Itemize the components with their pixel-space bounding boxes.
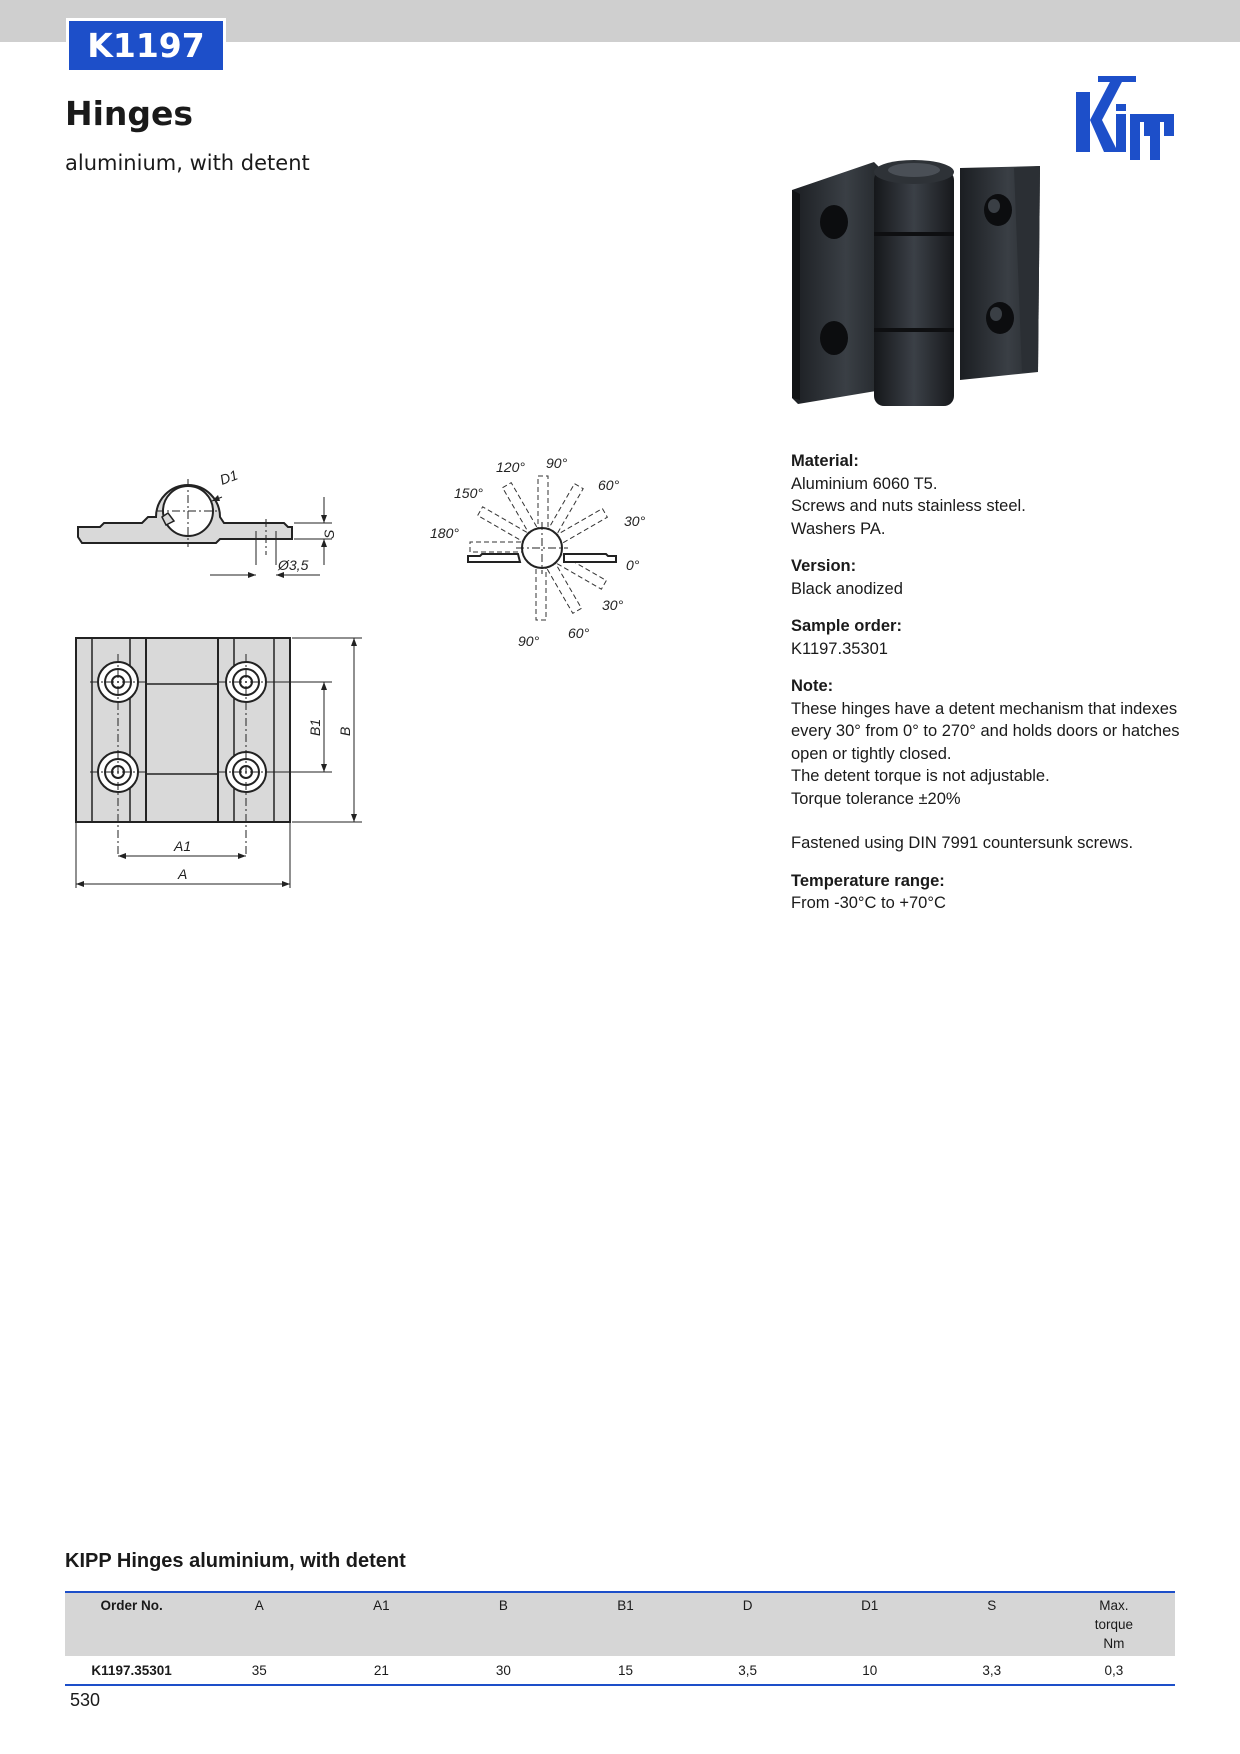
note-line: open or tightly closed. <box>791 744 952 763</box>
col-header: D <box>742 1598 753 1613</box>
kipp-logo <box>1072 74 1184 160</box>
col-header: D1 <box>861 1598 879 1613</box>
product-info <box>791 450 1191 930</box>
col-header: B <box>498 1598 508 1613</box>
cell-b: 30 <box>442 1656 564 1685</box>
cell-s: 3,3 <box>931 1656 1053 1685</box>
cell-d: 3,5 <box>687 1656 809 1685</box>
note-line: The detent torque is not adjustable. <box>791 767 1050 785</box>
version-text: Black anodized <box>791 579 903 598</box>
note-extra: Fastened using DIN 7991 countersunk screws. <box>791 834 1134 852</box>
note-line: These hinges have a detent mechanism that indexes <box>791 699 1178 718</box>
note-section <box>791 675 1191 855</box>
cell-a1: 21 <box>320 1656 442 1685</box>
material-section <box>791 450 1191 540</box>
note-heading: Note: <box>791 677 834 695</box>
label-angle-60-top: 60° <box>598 477 620 493</box>
label-angle-150: 150° <box>454 485 483 501</box>
sample-order-section <box>791 615 1191 660</box>
temperature-heading: Temperature range: <box>791 871 945 890</box>
side-view-drawing <box>70 455 360 590</box>
version-heading: Version: <box>791 557 857 575</box>
page-subtitle: aluminium, with detent <box>65 151 310 175</box>
col-header: A1 <box>373 1598 390 1613</box>
hinge-product-photo <box>782 160 1044 410</box>
col-header: B1 <box>617 1598 634 1613</box>
sample-order-text: K1197.35301 <box>791 639 888 658</box>
cell-a: 35 <box>198 1656 320 1685</box>
material-heading: Material: <box>791 452 859 470</box>
spec-table <box>65 1591 1175 1686</box>
cell-order-no: K1197.35301 <box>65 1656 198 1685</box>
col-header: A <box>254 1598 264 1613</box>
cell-max-torque: 0,3 <box>1053 1656 1175 1685</box>
product-code-badge: K1197 <box>66 18 226 73</box>
detent-angle-drawing <box>420 450 670 660</box>
material-line: Washers PA. <box>791 519 886 538</box>
col-header: Order No. <box>100 1598 163 1613</box>
label-b: B <box>337 726 353 736</box>
label-b1: B1 <box>307 718 323 736</box>
page-number: 530 <box>70 1690 101 1710</box>
label-angle-30-bottom: 30° <box>602 597 624 613</box>
cell-d1: 10 <box>809 1656 931 1685</box>
label-s: S <box>321 529 337 539</box>
col-header: S <box>987 1598 997 1613</box>
page-title: Hinges <box>65 94 194 133</box>
label-a: A <box>178 866 188 882</box>
temperature-text: From -30°C to +70°C <box>791 894 946 912</box>
top-view-drawing <box>70 630 370 900</box>
label-angle-120: 120° <box>496 459 525 475</box>
note-line: every 30° from 0° to 270° and holds doors or hatches <box>791 722 1180 740</box>
label-angle-60-bottom: 60° <box>568 625 590 641</box>
col-header-max-torque: Max. torque Nm <box>1094 1598 1134 1651</box>
material-line: Screws and nuts stainless steel. <box>791 497 1026 515</box>
sample-order-heading: Sample order: <box>791 617 902 635</box>
label-a1: A1 <box>174 838 192 854</box>
label-angle-30-top: 30° <box>624 513 646 529</box>
label-d1: D1 <box>217 466 240 488</box>
material-line: Aluminium 6060 T5. <box>791 474 938 493</box>
label-hole-diameter: Ø3,5 <box>278 557 309 573</box>
note-line: Torque tolerance ±20% <box>791 789 961 808</box>
label-angle-90-top: 90° <box>546 455 568 471</box>
table-title: KIPP Hinges aluminium, with detent <box>65 1550 406 1572</box>
table-row <box>65 1656 1175 1685</box>
label-angle-180: 180° <box>430 525 459 541</box>
temperature-section <box>791 870 1191 915</box>
cell-b1: 15 <box>564 1656 686 1685</box>
version-section <box>791 555 1191 600</box>
label-angle-0: 0° <box>626 557 640 573</box>
label-angle-90-bottom: 90° <box>518 633 540 649</box>
table-header-row <box>65 1592 1175 1656</box>
